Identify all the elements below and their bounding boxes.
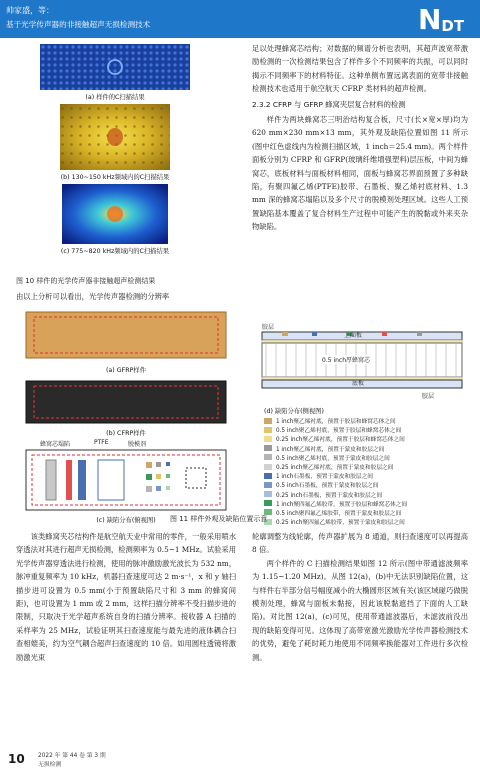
cscan-image-c [40, 184, 190, 244]
right-top-column [252, 42, 468, 234]
legend-label: 1 inch石墨板，预置于蒙皮和胶层之间 [276, 474, 373, 481]
fig10-sub-c: (c) 775~820 kHz频域内的C扫描结果 [60, 248, 170, 255]
legend-label: 1 inch聚四氟乙烯胶带，预置于胶层和蜂窝芯体之间 [276, 501, 408, 508]
legend-label: 0.5 inch聚乙烯衬底，预置于蒙皮和胶层之间 [276, 455, 390, 462]
legend-label: 0.5 inch石墨板，预置于蒙皮和胶层之间 [276, 483, 379, 490]
page-number: 10 [8, 752, 25, 766]
legend-swatch [264, 454, 272, 460]
legend-label: 0.25 inch聚乙烯衬底，预置于胶层和蜂窝芯体之间 [276, 437, 405, 444]
figure-11-left [16, 308, 236, 524]
legend-item [264, 517, 470, 526]
legend-item [264, 416, 470, 425]
left-top-text: 由以上分析可以看出，光学传声器检测的分辨率 [16, 292, 170, 301]
cscan-image-a [40, 44, 190, 90]
journal-name: 无损检测 [38, 762, 62, 768]
label-honeycomb-collapse: 蜂窝芯塌陷 [40, 441, 71, 448]
logo-n: N [417, 3, 441, 36]
right-top-p2: 样件为两块蜂窝芯三明治结构复合板，尺寸(长×宽×厚)均为 620 mm×230 mm×13 mm，其外观及缺陷位置如图 11 所示(图中红色虚线内为检测扫描区域，1 inch＝25.4 mm)。两个样件面板分别为 CFRP 和 GFRP(玻璃纤维增强塑料)层压板，中间为蜂窝芯，底板材料与面板材料相同，面板与蜂窝芯界面预置了多种缺陷，有聚四氟乙烯(PTFE)胶带、石墨板、聚乙烯衬底材料、1.3 mm 深的蜂窝芯塌陷以及多个尺寸的脱模剂处理区域。这些人工预置缺陷基本覆盖了复合材料生产过程中可能产生的脱黏或外来夹杂物缺陷。 [252, 115, 468, 232]
fig10-caption: 图 10 样件的光学传声器非接触超声检测结果 [16, 277, 156, 285]
bottom-left-column [16, 530, 236, 664]
legend-label: 1 inch聚乙烯衬底，预置于蒙皮和胶层之间 [276, 446, 385, 453]
legend-swatch [264, 473, 272, 479]
logo-dt: DT [441, 17, 465, 35]
legend-item [264, 499, 470, 508]
fig11-caption: 图 11 样件外观及缺陷位置示意 [170, 515, 268, 523]
side-view-bottom-panel: 底板 [352, 380, 365, 387]
top-view-labels [16, 439, 236, 448]
legend-item [264, 462, 470, 471]
page-header [0, 0, 480, 38]
section-heading-2-3-2: 2.3.2 CFRP 与 GFRP 蜂窝夹层复合材料的检测 [252, 99, 406, 109]
side-view-diagram [252, 322, 470, 406]
legend-label: 0.25 inch石墨板，预置于蒙皮和胶层之间 [276, 492, 383, 499]
legend-label: 0.25 inch聚四氟乙烯胶带，预置于蒙皮和胶层之间 [276, 520, 405, 527]
cfrp-sample-photo [16, 377, 236, 427]
legend-item [264, 480, 470, 489]
journal-logo [408, 3, 474, 36]
legend-swatch [264, 464, 272, 470]
fig11-sub-b: (b) CFRP样件 [106, 430, 146, 437]
legend-item [264, 425, 470, 434]
legend-label: 0.5 inch聚四氟乙烯胶带，预置于蒙皮和胶层之间 [276, 510, 402, 517]
legend-swatch [264, 491, 272, 497]
gfrp-sample-photo [16, 308, 236, 364]
legend-swatch [264, 482, 272, 488]
legend-swatch [264, 500, 272, 506]
side-view-adhesive-top: 胶层 [262, 324, 275, 331]
fig11-sub-c: (c) 缺陷分布(俯视图) [96, 517, 156, 524]
defect-top-view-diagram [16, 448, 236, 514]
legend-label: 1 inch聚乙烯衬底，预置于胶层和蜂窝芯体之间 [276, 419, 396, 426]
cscan-image-b [40, 104, 190, 170]
legend-swatch [264, 418, 272, 424]
bottom-right-column [252, 530, 468, 664]
label-release-agent: 脱模剂 [128, 441, 147, 448]
legend-item [264, 444, 470, 453]
fig11-sub-a: (a) GFRP样件 [105, 367, 147, 374]
journal-issue: 2022 年 第 44 卷 第 3 期 [38, 753, 106, 759]
legend-label: 0.25 inch聚乙烯衬底，预置于蒙皮和胶层之间 [276, 465, 394, 472]
side-view-top-panel: 上面板 [344, 332, 363, 339]
fig10-sub-b: (b) 130~150 kHz频域内的C扫描结果 [60, 174, 170, 181]
figure-10 [40, 44, 190, 255]
legend-swatch [264, 436, 272, 442]
journal-footer [38, 752, 106, 770]
side-view-core: 0.5 inch厚蜂窝芯 [322, 357, 371, 364]
left-top-paragraph [16, 290, 234, 303]
legend-label: 0.5 inch聚乙烯衬底，预置于胶层和蜂窝芯体之间 [276, 428, 402, 435]
legend-swatch [264, 445, 272, 451]
legend-item [264, 471, 470, 480]
legend-item [264, 453, 470, 462]
label-ptfe: PTFE [94, 439, 109, 446]
right-top-p1: 足以处理蜂窝芯结构；对数据的频谱分析也表明，其超声波宽带激励检测的一次检测结果包含了样件多个不同频率的共振，可以同时揭示不同频率下的材料特征。这种单侧布置远离表面的宽带非接触检测技术也适用于航空航天 CFRP 类材料的超声检测。 [252, 44, 468, 94]
bottom-left-p1: 该类蜂窝夹芯结构件是航空航天业中常用的零件，一般采用喷水穿透法对其进行超声无损检测，检测频率为 0.5~1 MHz。试验采用光学传声器穿透法进行检测，使用的脉冲激励激光波长为 532 nm，脉冲重复频率为 10 kHz，机器扫查速度可达 2 m·s⁻¹，x 和 y 轴扫描步进可设置为 0.5 mm(小于预置缺陷尺寸和 3 mm 的蜂窝间距)，也可设置为 1 mm 或 2 mm，这样扫描分辨率不受扫描步进的限制，只取决于光学超声系统自身的扫描分辨率。接收器 A 扫描的采样率为 25 MHz，试验证明其扫查速度能与最先进的液体耦合扫查相媲美，约为空气耦合超声扫查速度的 10 倍。如用圆柱透镜将激励激光束 [16, 532, 236, 662]
figure-11-right [252, 322, 470, 526]
legend-item [264, 508, 470, 517]
legend-item [264, 434, 470, 443]
header-running-title: 基于光学传声器的非接触超声无损检测技术 [6, 20, 151, 29]
defect-legend [264, 416, 470, 526]
bottom-right-p1: 轮廓调整为线轮廓，传声器扩展为 8 通道，则扫查速度可以再提高 8 倍。 [252, 532, 468, 555]
header-authors: 帅家盛，等： [6, 6, 54, 15]
bottom-right-p2: 两个样件的 C 扫描检测结果如图 12 所示(图中带通滤波频率为 1.15~1.20 MHz)。从图 12(a)，(b)中无法识别缺陷位置，这与样件右半部分信号幅度减小的大椭圆形区域有关(该区域碰巧做脱模剂处理，蜂窝与面板未黏接，因此该脱黏遮挡了下面的人工缺陷)。对比图 12(a)，(c)可见，使用带通滤波器后，未滤波前没出现的缺陷变得可见。这体现了高带宽激光激励光学传声器检测技术的优势，避免了耗时耗力地使用不同频率换能器对工件进行多次检测。 [252, 558, 468, 662]
fig11-sub-d: (d) 缺陷分布(侧视图) [264, 408, 324, 415]
fig10-sub-a: (a) 样件的C扫描结果 [85, 94, 145, 101]
legend-item [264, 490, 470, 499]
side-view-adhesive-bottom: 胶层 [422, 393, 435, 400]
legend-swatch [264, 427, 272, 433]
